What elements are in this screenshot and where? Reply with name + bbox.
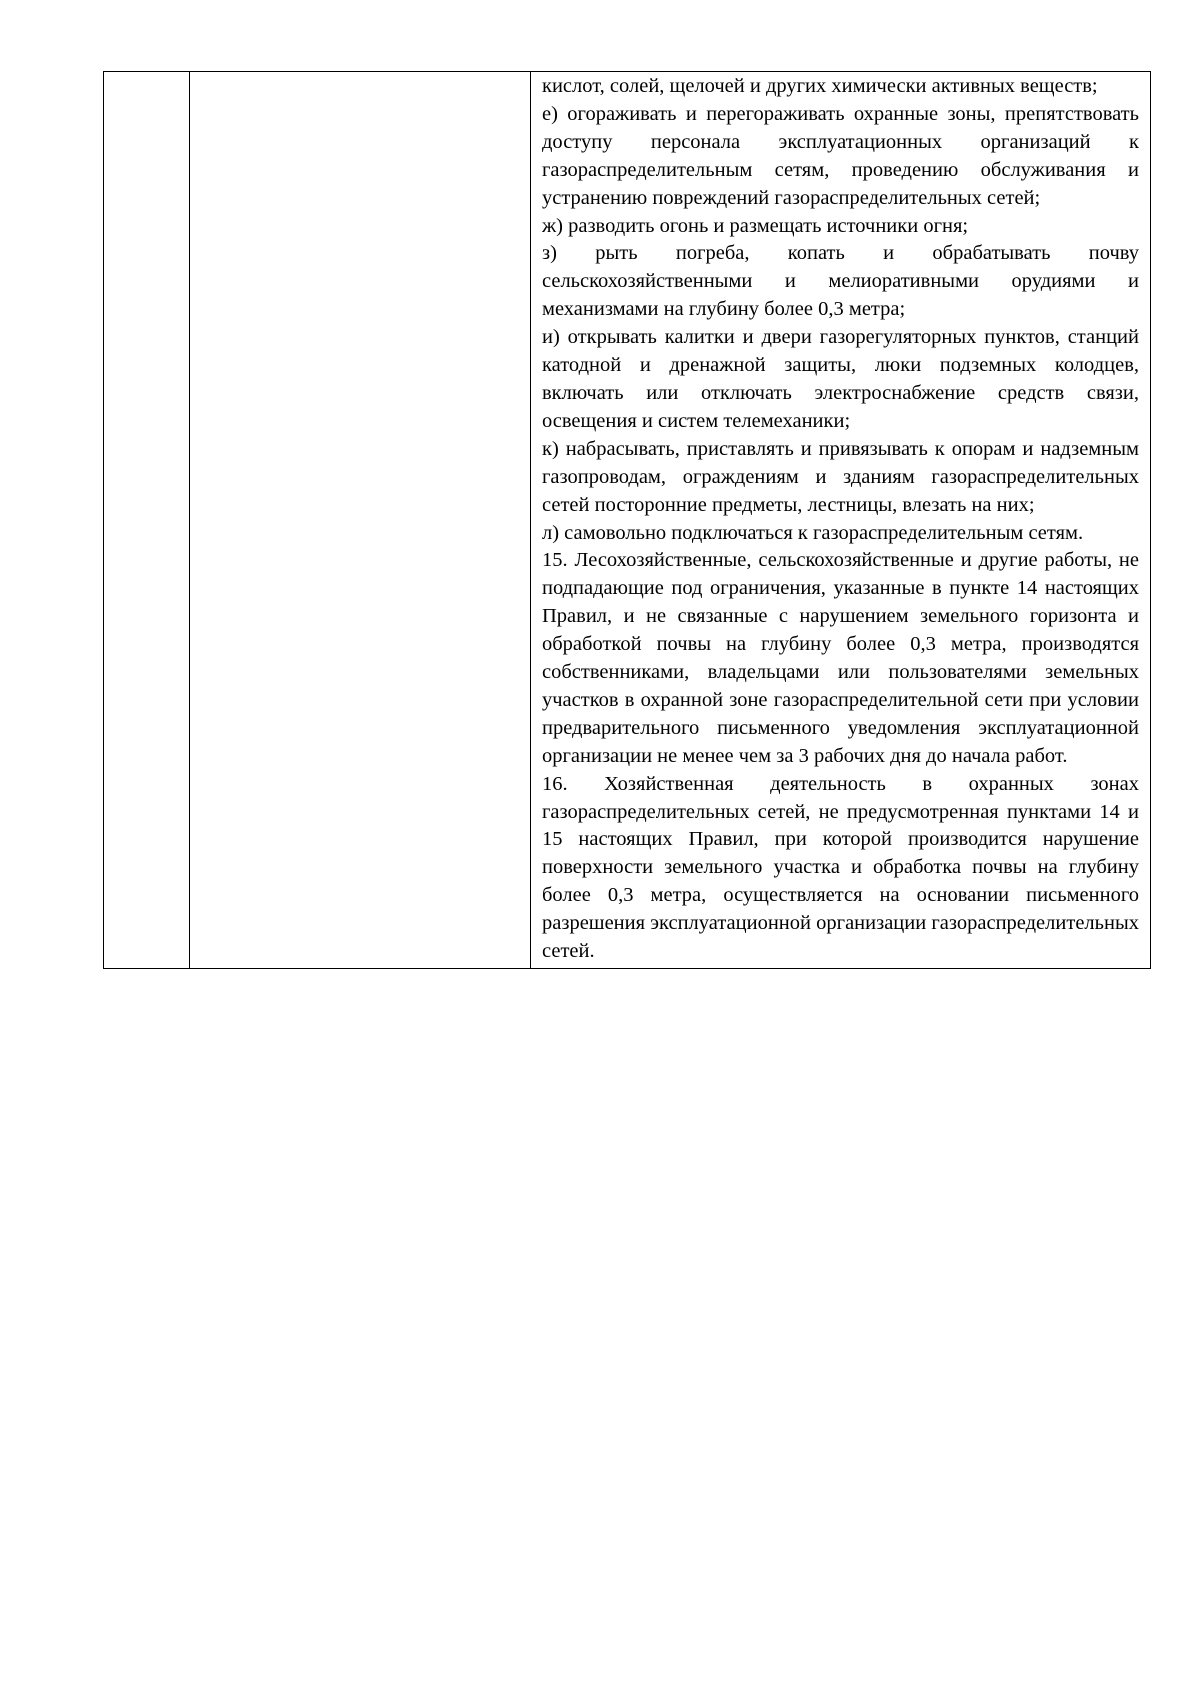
table-cell-number [104,72,190,969]
paragraph-item-z: з) рыть погреба, копать и обрабатывать почву сельскохозяйственными и мелиоративными орудиями и механизмами на глубину более 0,3 метра; [542,242,1139,321]
cell-content [531,72,1150,968]
table-cell-title [190,72,531,969]
paragraph-item-zh: ж) разводить огонь и размещать источники огня; [542,214,969,237]
paragraph-section-15: 15. Лесохозяйственные, сельскохозяйственные и другие работы, не подпадающие под ограничения, указанные в пункте 14 настоящих Правил, и не связанные с нарушением земельного горизонта и обработкой почвы на глубину более 0,3 метра, производятся собственниками, владельцами или пользователями земельных участков в охранной зоне газораспределительной сети при условии предварительного письменного уведомления эксплуатационной организации не менее чем за 3 рабочих дня до начала работ. [542,549,1139,767]
regulation-table [103,71,1151,969]
paragraph-item-l: л) самовольно подключаться к газораспределительным сетям. [542,521,1084,544]
cell-title-text [190,72,530,75]
paragraph-item-e: е) огораживать и перегораживать охранные зоны, препятствовать доступу персонала эксплуатационных организаций к газораспределительным сетям, проведению обслуживания и устранению повреждений газораспределительных сетей; [542,102,1139,209]
paragraph-continuation: кислот, солей, щелочей и других химически активных веществ; [542,75,1098,97]
table-row [104,72,1151,969]
paragraph-item-k: к) набрасывать, приставлять и привязывать к опорам и надземным газопроводам, ограждениям и зданиям газораспределительных сетей посторонние предметы, лестницы, влезать на них; [542,437,1139,516]
paragraph-section-16: 16. Хозяйственная деятельность в охранных зонах газораспределительных сетей, не предусмотренная пунктами 14 и 15 настоящих Правил, при которой производится нарушение поверхности земельного участка и обработка почвы на глубину более 0,3 метра, осуществляется на основании письменного разрешения эксплуатационной организации газораспределительных сетей. [542,772,1139,963]
cell-number-text [104,72,189,75]
table-cell-content [531,72,1151,969]
paragraph-item-i: и) открывать калитки и двери газорегуляторных пунктов, станций катодной и дренажной защиты, люки подземных колодцев, включать или отключать электроснабжение средств связи, освещения и систем телемеханики; [542,326,1139,432]
